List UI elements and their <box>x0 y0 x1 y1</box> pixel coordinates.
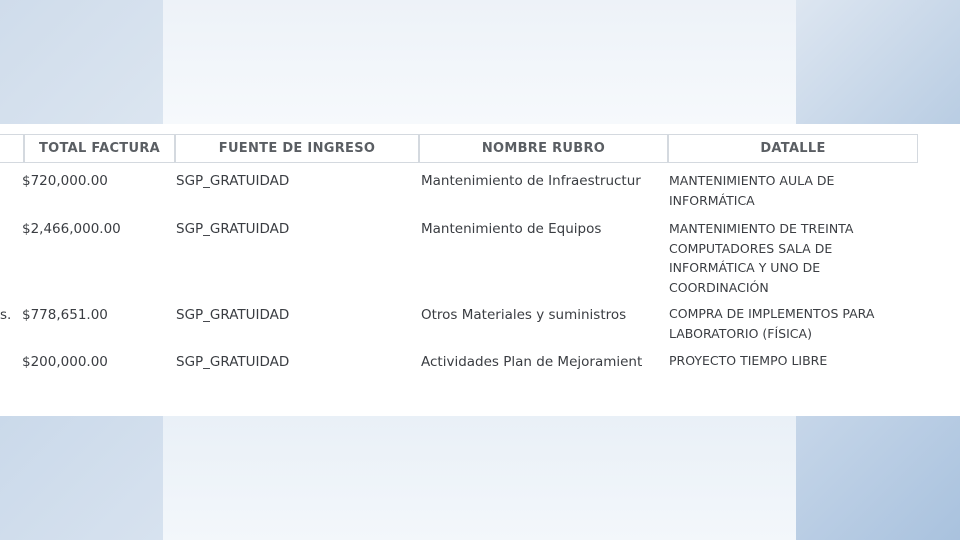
cell-total-factura: $778,651.00 <box>22 307 108 323</box>
cell-fuente-de-ingreso: SGP_GRATUIDAD <box>176 173 290 189</box>
cell-nombre-rubro: Actividades Plan de Mejoramient <box>421 354 643 370</box>
column-header-nombre-rubro: NOMBRE RUBRO <box>419 134 668 163</box>
background-panel <box>796 416 960 540</box>
cell-fuente-de-ingreso: SGP_GRATUIDAD <box>176 354 290 370</box>
cell-truncated-left: s. <box>0 307 12 323</box>
cell-nombre-rubro: Otros Materiales y suministros <box>421 307 627 323</box>
background-panel <box>0 416 163 540</box>
cell-fuente-de-ingreso: SGP_GRATUIDAD <box>176 221 290 237</box>
column-header-fuente-de-ingreso: FUENTE DE INGRESO <box>175 134 419 163</box>
cell-nombre-rubro: Mantenimiento de Infraestructur <box>421 173 641 189</box>
cell-total-factura: $720,000.00 <box>22 173 108 189</box>
cell-detalle: COMPRA DE IMPLEMENTOS PARA LABORATORIO (FÍSICA) <box>669 306 875 341</box>
background-panel <box>0 0 163 124</box>
cell-detalle: PROYECTO TIEMPO LIBRE <box>669 353 828 368</box>
cell-fuente-de-ingreso: SGP_GRATUIDAD <box>176 307 290 323</box>
cell-nombre-rubro: Mantenimiento de Equipos <box>421 221 602 237</box>
background-panel <box>796 0 960 124</box>
cell-detalle: MANTENIMIENTO AULA DE INFORMÁTICA <box>669 173 835 208</box>
column-header-total-factura: TOTAL FACTURA <box>24 134 175 163</box>
background-panel <box>163 416 796 540</box>
spreadsheet-table <box>0 124 960 416</box>
column-header-cut <box>0 134 24 163</box>
cell-total-factura: $2,466,000.00 <box>22 221 121 237</box>
cell-detalle: MANTENIMIENTO DE TREINTA COMPUTADORES SALA DE INFORMÁTICA Y UNO DE COORDINACIÓN <box>669 221 854 295</box>
background-panel <box>163 0 796 124</box>
cell-total-factura: $200,000.00 <box>22 354 108 370</box>
column-header-detalle: DATALLE <box>668 134 918 163</box>
